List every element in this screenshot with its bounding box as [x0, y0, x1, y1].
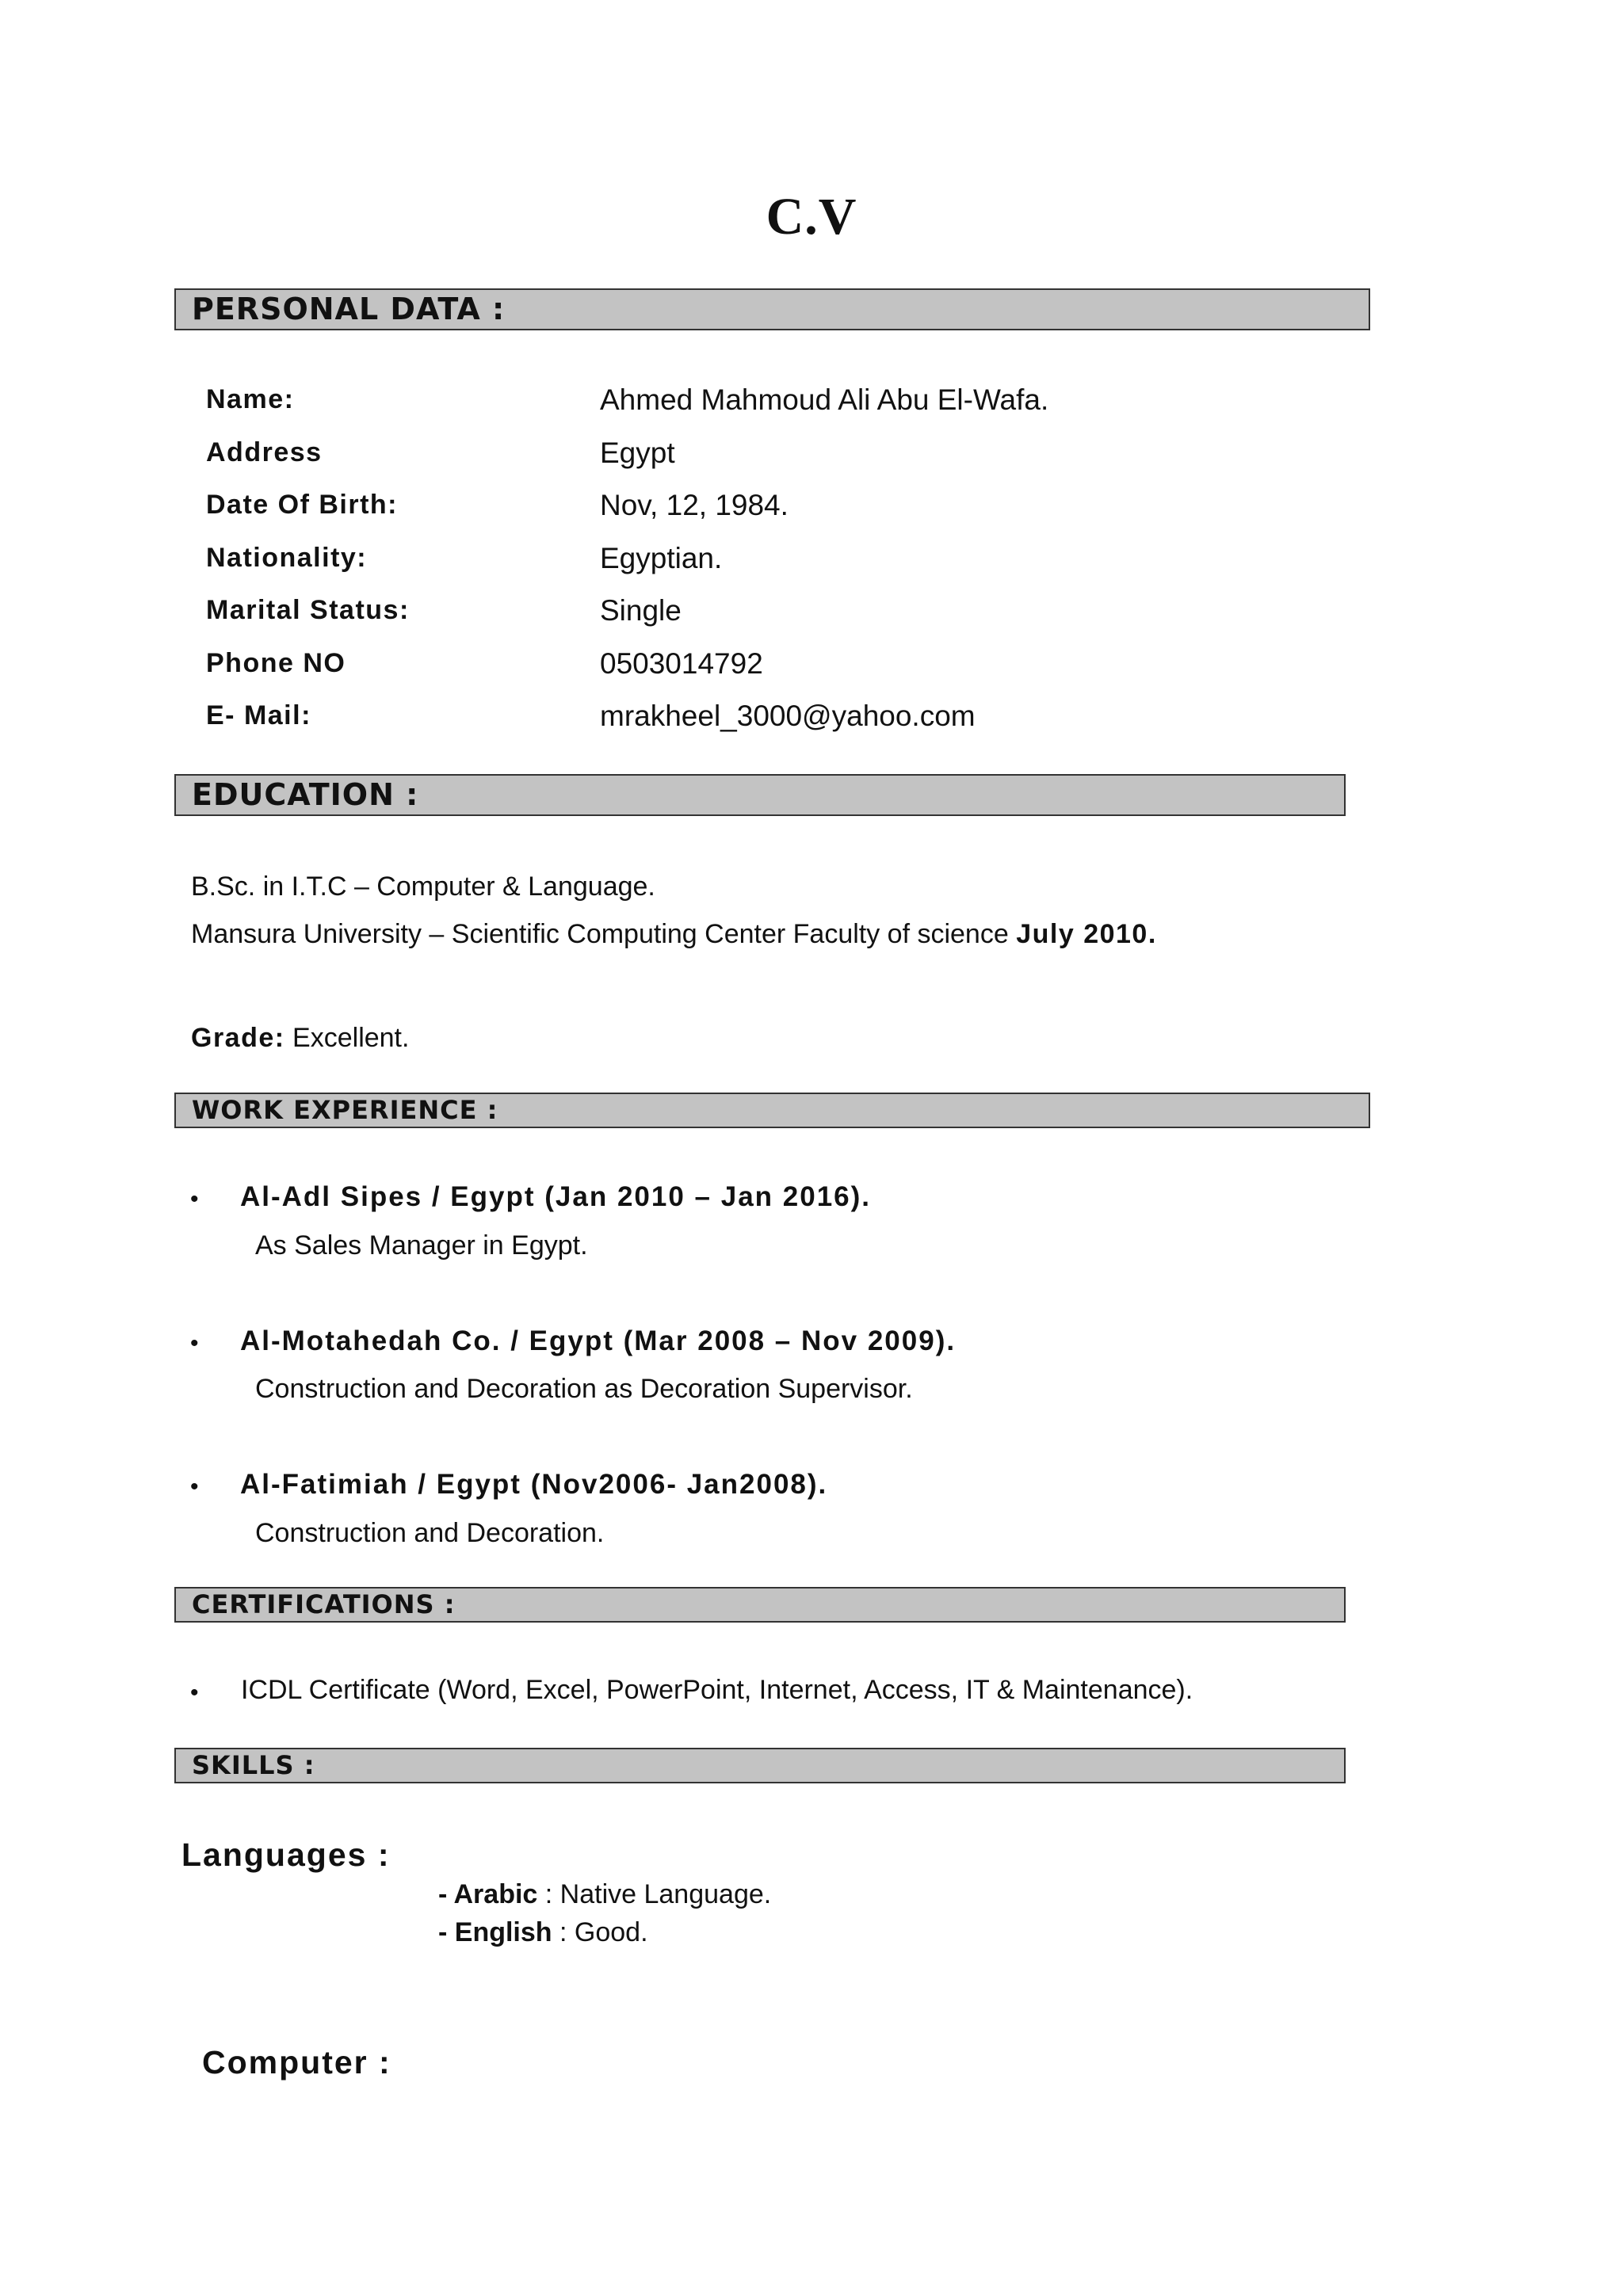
bullet-icon: •: [190, 1474, 199, 1500]
job-title: Al-Adl Sipes / Egypt (Jan 2010 – Jan 2016).: [240, 1181, 871, 1212]
dob-label: Date Of Birth:: [206, 490, 398, 520]
bullet-icon: •: [190, 1186, 199, 1212]
job-title: Al-Fatimiah / Egypt (Nov2006- Jan2008).: [240, 1469, 828, 1500]
education-grade-line: [191, 1023, 409, 1054]
name-value: Ahmed Mahmoud Ali Abu El-Wafa.: [600, 383, 1049, 416]
languages-label: Languages :: [181, 1836, 391, 1873]
address-label: Address: [206, 437, 323, 467]
language-level: : Good.: [552, 1917, 648, 1947]
certification-item: ICDL Certificate (Word, Excel, PowerPoint, Internet, Access, IT & Maintenance).: [241, 1675, 1193, 1705]
dob-value: Nov, 12, 1984.: [600, 489, 789, 521]
phone-label: Phone NO: [206, 648, 346, 678]
education-date: July 2010.: [1016, 919, 1157, 949]
education-degree: B.Sc. in I.T.C – Computer & Language.: [191, 871, 655, 902]
nationality-value: Egyptian.: [600, 542, 723, 574]
language-item: [438, 1879, 771, 1910]
page-title: C.V: [766, 188, 857, 246]
email-label: E- Mail:: [206, 700, 311, 730]
job-description: Construction and Decoration.: [255, 1518, 605, 1548]
name-label: Name:: [206, 384, 295, 414]
address-value: Egypt: [600, 437, 675, 469]
marital-status-label: Marital Status:: [206, 595, 410, 625]
job-title: Al-Motahedah Co. / Egypt (Mar 2008 – Nov 2009).: [240, 1325, 957, 1356]
grade-value: Excellent.: [292, 1023, 410, 1053]
grade-label: Grade:: [191, 1023, 285, 1053]
language-item: [438, 1917, 648, 1948]
language-name: - Arabic: [438, 1879, 538, 1909]
marital-status-value: Single: [600, 594, 682, 627]
nationality-label: Nationality:: [206, 543, 368, 573]
education-university: Mansura University – Scientific Computing Center Faculty of science: [191, 919, 1009, 949]
section-header-certifications: CERTIFICATIONS :: [174, 1587, 1346, 1623]
phone-value: 0503014792: [600, 647, 763, 680]
education-university-line: [191, 919, 1157, 950]
bullet-icon: •: [190, 1330, 199, 1356]
section-header-personal: PERSONAL DATA :: [174, 288, 1370, 330]
email-value: mrakheel_3000@yahoo.com: [600, 700, 976, 732]
bullet-icon: •: [190, 1680, 199, 1706]
computer-label: Computer :: [202, 2044, 391, 2081]
section-header-skills: SKILLS :: [174, 1748, 1346, 1783]
section-header-education: EDUCATION :: [174, 774, 1346, 816]
section-header-work: WORK EXPERIENCE :: [174, 1093, 1370, 1128]
job-description: As Sales Manager in Egypt.: [255, 1230, 588, 1261]
job-description: Construction and Decoration as Decoration Supervisor.: [255, 1374, 913, 1404]
language-level: : Native Language.: [537, 1879, 772, 1909]
language-name: - English: [438, 1917, 552, 1947]
